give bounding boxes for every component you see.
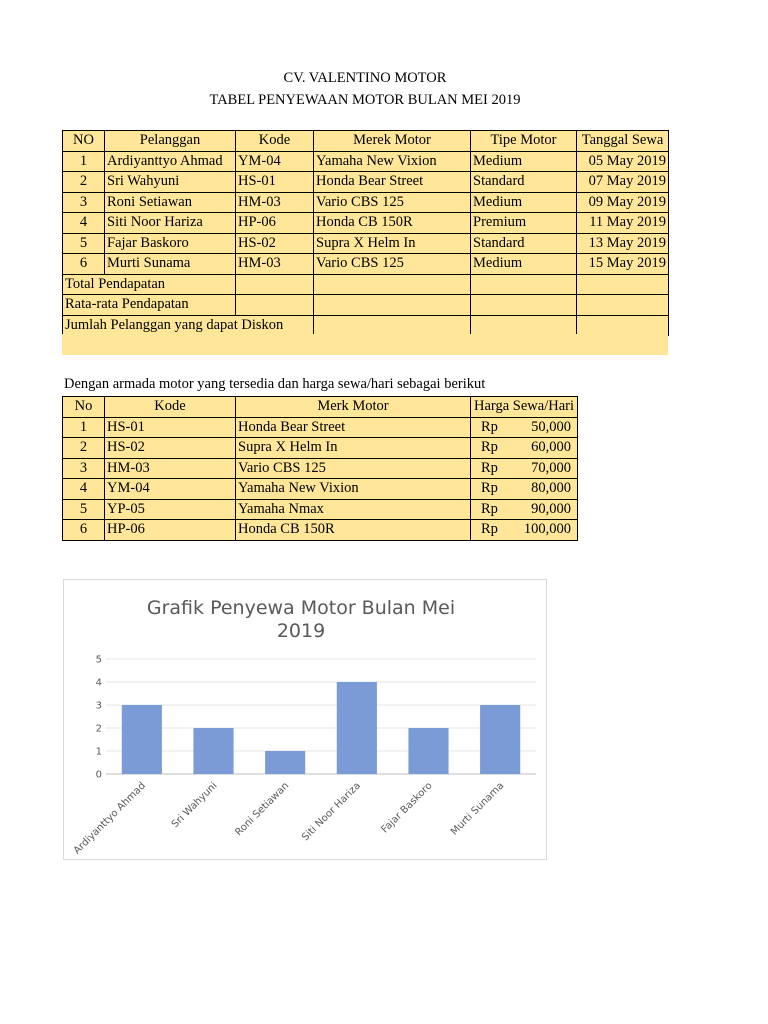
cell-pelanggan: Fajar Baskoro (105, 233, 236, 254)
col-header-harga: Harga Sewa/Hari (471, 397, 578, 418)
price-value: 100,000 (523, 521, 571, 538)
price-value: 80,000 (531, 480, 571, 497)
cell-harga (471, 499, 578, 520)
x-tick-label: Murti Sunama (449, 780, 507, 838)
summary-cell (577, 274, 669, 295)
table-row (63, 479, 578, 500)
cell-no: 6 (63, 254, 105, 275)
cell-kode: YM-04 (236, 151, 314, 172)
currency-label: Rp (481, 480, 498, 497)
cell-merek: Yamaha New Vixion (314, 151, 471, 172)
cell-merk: Yamaha New Vixion (236, 479, 471, 500)
cell-tanggal: 15 May 2019 (577, 254, 669, 275)
table-row (63, 438, 578, 459)
price-table-header (63, 397, 578, 418)
table-row (63, 192, 669, 213)
cell-no: 5 (63, 499, 105, 520)
col-header-merk: Merk Motor (236, 397, 471, 418)
bar-sri-wahyuni (193, 728, 233, 774)
cell-pelanggan: Siti Noor Hariza (105, 213, 236, 234)
y-tick-label: 1 (95, 746, 102, 758)
cell-tanggal: 13 May 2019 (577, 233, 669, 254)
x-tick-label: Siti Noor Hariza (300, 780, 363, 844)
cell-no: 1 (63, 417, 105, 438)
table-row (63, 520, 578, 541)
cell-tipe: Premium (471, 213, 577, 234)
cell-tanggal: 09 May 2019 (577, 192, 669, 213)
rental-table (62, 130, 669, 336)
price-value: 70,000 (531, 459, 571, 476)
cell-no: 2 (63, 438, 105, 459)
summary-label-average: Rata-rata Pendapatan (63, 295, 236, 316)
cell-kode: HS-02 (236, 233, 314, 254)
summary-row-average (63, 295, 669, 316)
chart-svg (64, 580, 546, 859)
y-tick-label: 3 (95, 700, 102, 712)
cell-tipe: Medium (471, 254, 577, 275)
cell-merek: Vario CBS 125 (314, 254, 471, 275)
summary-cell (314, 274, 471, 295)
table-row (63, 213, 669, 234)
cell-merk: Yamaha Nmax (236, 499, 471, 520)
cell-pelanggan: Sri Wahyuni (105, 172, 236, 193)
summary-row-total (63, 274, 669, 295)
cell-harga (471, 458, 578, 479)
cell-no: 6 (63, 520, 105, 541)
col-header-pelanggan: Pelanggan (105, 131, 236, 152)
cell-kode: HM-03 (236, 192, 314, 213)
y-tick-label: 5 (95, 654, 102, 666)
summary-label-discount: Jumlah Pelanggan yang dapat Diskon (63, 315, 314, 336)
cell-no: 3 (63, 458, 105, 479)
y-tick-label: 4 (95, 677, 102, 689)
summary-row-discount (63, 315, 669, 336)
cell-no: 4 (63, 479, 105, 500)
summary-label-total: Total Pendapatan (63, 274, 236, 295)
company-name: CV. VALENTINO MOTOR (283, 70, 447, 86)
table-row (63, 233, 669, 254)
cell-merk: Vario CBS 125 (236, 458, 471, 479)
cell-tipe: Medium (471, 192, 577, 213)
cell-no: 3 (63, 192, 105, 213)
summary-cell (471, 315, 577, 336)
cell-tipe: Standard (471, 172, 577, 193)
cell-merek: Supra X Helm In (314, 233, 471, 254)
price-value: 90,000 (531, 500, 571, 517)
x-tick-label: Roni Setiawan (233, 780, 292, 839)
cell-no: 5 (63, 233, 105, 254)
cell-harga (471, 520, 578, 541)
summary-cell (236, 274, 314, 295)
cell-tipe: Medium (471, 151, 577, 172)
col-header-no: NO (63, 131, 105, 152)
price-note: Dengan armada motor yang tersedia dan harga sewa/hari sebagai berikut (64, 376, 486, 392)
summary-cell (314, 315, 471, 336)
col-header-kode: Kode (236, 131, 314, 152)
currency-label: Rp (481, 439, 498, 456)
summary-cell (577, 315, 669, 336)
summary-cell (471, 295, 577, 316)
price-value: 50,000 (531, 418, 571, 435)
cell-pelanggan: Murti Sunama (105, 254, 236, 275)
chart-title: 2019 (276, 620, 326, 642)
table-row (63, 458, 578, 479)
chart-title: Grafik Penyewa Motor Bulan Mei (146, 597, 456, 619)
col-header-tanggal: Tanggal Sewa (577, 131, 669, 152)
cell-tanggal: 05 May 2019 (577, 151, 669, 172)
col-header-kode: Kode (105, 397, 236, 418)
cell-kode: HS-01 (236, 172, 314, 193)
highlight-band (62, 334, 668, 355)
cell-merk: Honda Bear Street (236, 417, 471, 438)
bar-siti-noor-hariza (337, 682, 377, 774)
col-header-tipe: Tipe Motor (471, 131, 577, 152)
table-row (63, 417, 578, 438)
cell-kode: HP-06 (236, 213, 314, 234)
cell-merek: Honda Bear Street (314, 172, 471, 193)
cell-tanggal: 11 May 2019 (577, 213, 669, 234)
cell-pelanggan: Roni Setiawan (105, 192, 236, 213)
currency-label: Rp (481, 418, 498, 435)
cell-kode: HS-02 (105, 438, 236, 459)
cell-merk: Supra X Helm In (236, 438, 471, 459)
summary-cell (314, 295, 471, 316)
cell-kode: YM-04 (105, 479, 236, 500)
cell-kode: HP-06 (105, 520, 236, 541)
summary-cell (577, 295, 669, 316)
x-tick-label: Sri Wahyuni (169, 780, 220, 831)
y-tick-label: 0 (95, 769, 102, 781)
bar-ardiyanttyo-ahmad (122, 705, 162, 774)
document-title: TABEL PENYEWAAN MOTOR BULAN MEI 2019 (209, 92, 521, 108)
cell-kode: HM-03 (105, 458, 236, 479)
summary-cell (236, 295, 314, 316)
price-table (62, 396, 578, 541)
cell-kode: YP-05 (105, 499, 236, 520)
x-tick-label: Fajar Baskoro (379, 780, 435, 836)
cell-harga (471, 417, 578, 438)
currency-label: Rp (481, 459, 498, 476)
cell-tipe: Standard (471, 233, 577, 254)
bar-roni-setiawan (265, 751, 305, 774)
bar-murti-sunama (480, 705, 520, 774)
cell-kode: HS-01 (105, 417, 236, 438)
cell-harga (471, 479, 578, 500)
cell-harga (471, 438, 578, 459)
rental-table-header (63, 131, 669, 152)
x-tick-label: Ardiyanttyo Ahmad (71, 780, 148, 857)
table-row (63, 172, 669, 193)
col-header-merek: Merek Motor (314, 131, 471, 152)
cell-no: 1 (63, 151, 105, 172)
cell-merek: Honda CB 150R (314, 213, 471, 234)
bar-fajar-baskoro (408, 728, 448, 774)
table-row (63, 499, 578, 520)
currency-label: Rp (481, 521, 498, 538)
currency-label: Rp (481, 500, 498, 517)
cell-tanggal: 07 May 2019 (577, 172, 669, 193)
y-tick-label: 2 (95, 723, 102, 735)
table-row (63, 151, 669, 172)
col-header-no: No (63, 397, 105, 418)
table-row (63, 254, 669, 275)
cell-pelanggan: Ardiyanttyo Ahmad (105, 151, 236, 172)
cell-no: 4 (63, 213, 105, 234)
price-value: 60,000 (531, 439, 571, 456)
summary-cell (471, 274, 577, 295)
bar-chart (63, 579, 547, 860)
cell-kode: HM-03 (236, 254, 314, 275)
cell-merk: Honda CB 150R (236, 520, 471, 541)
cell-no: 2 (63, 172, 105, 193)
cell-merek: Vario CBS 125 (314, 192, 471, 213)
